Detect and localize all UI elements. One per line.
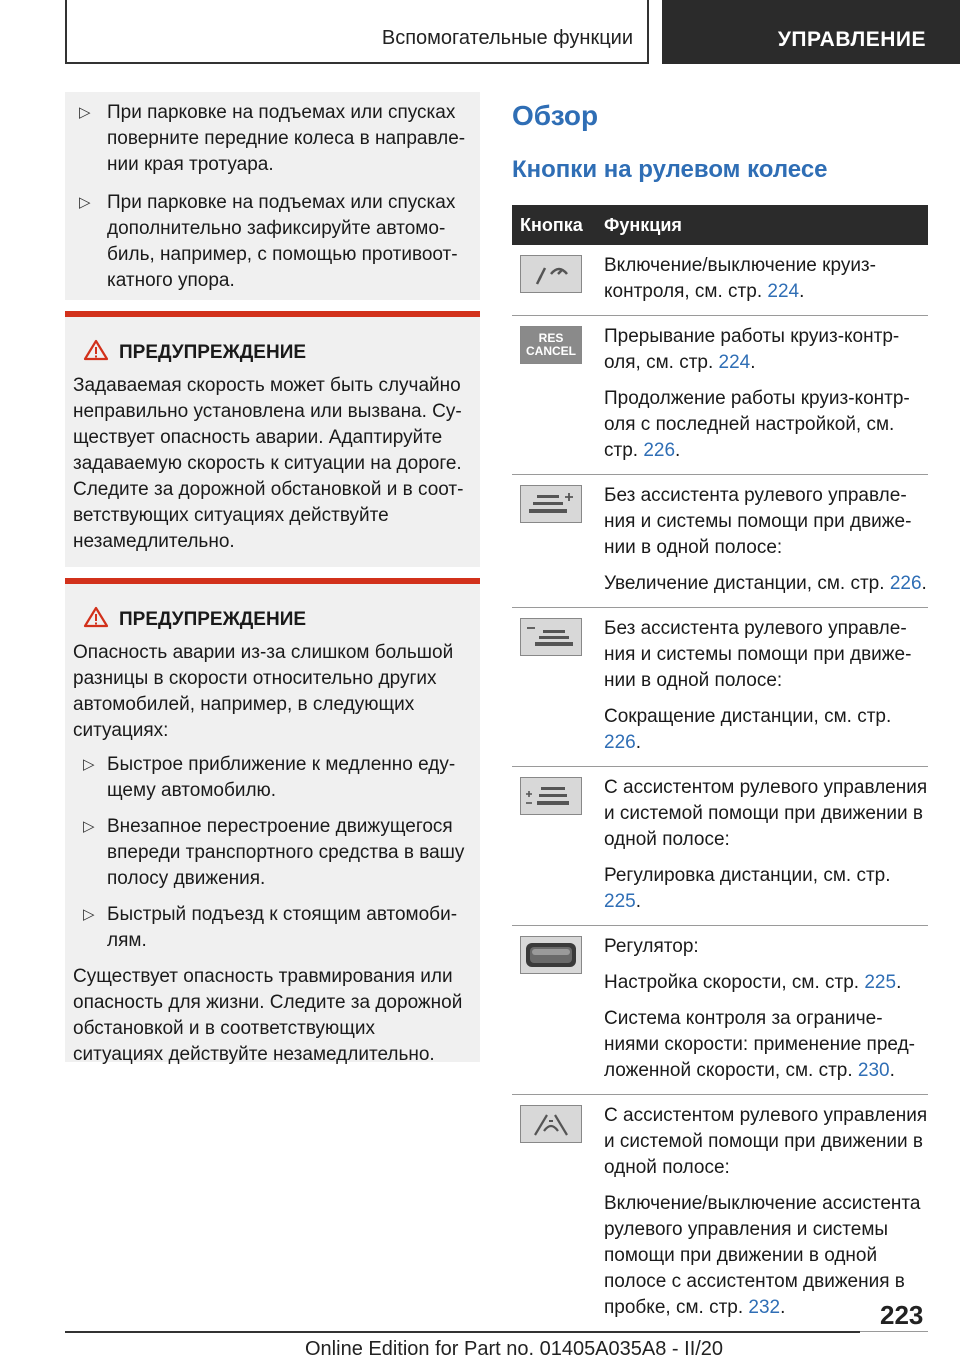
triangle-bullet-icon: ▷ <box>79 104 91 121</box>
function-description: Увеличение дистанции, см. стр. 226. <box>604 573 927 594</box>
distance-increase-icon <box>520 485 582 523</box>
table-row <box>512 316 928 475</box>
warning-title: ПРЕДУПРЕЖДЕНИЕ <box>73 339 468 367</box>
triangle-bullet-icon: ▷ <box>79 194 91 211</box>
footer-edition: Online Edition for Part no. 01405A035A8 - II/20 <box>305 1338 724 1360</box>
page-reference-link[interactable]: 232 <box>748 1297 781 1318</box>
res-cancel-icon <box>520 326 582 364</box>
function-description: Включение/выключение круиз-контроля, см. стр. 224. <box>604 255 876 302</box>
table-row <box>512 926 928 1095</box>
col-header-button: Кнопка <box>520 214 583 235</box>
col-header-function: Функция <box>604 214 682 235</box>
triangle-bullet-icon: ▷ <box>83 818 95 835</box>
footer-divider <box>65 1331 860 1333</box>
steering-buttons-table <box>512 205 928 1332</box>
page-reference-link[interactable]: 225 <box>864 972 897 993</box>
table-row <box>512 1095 928 1332</box>
heading-overview: Обзор <box>512 100 599 131</box>
warning-triangle-icon <box>73 339 119 367</box>
table-row <box>512 608 928 767</box>
function-description: Без ассистента рулевого управления и системы помощи при движении в одной полосе: <box>604 485 912 558</box>
function-description: Регулятор: <box>604 936 699 957</box>
table-row <box>512 475 928 608</box>
warning-title: ПРЕДУПРЕЖДЕНИЕ <box>73 606 468 634</box>
warning-bullet-list <box>73 752 468 954</box>
page-reference-link[interactable]: 226 <box>643 440 676 461</box>
function-description: Без ассистента рулевого управления и системы помощи при движении в одной полосе: <box>604 618 912 691</box>
parking-bullets-box <box>65 92 480 300</box>
table-header <box>512 205 928 245</box>
header-section-title <box>65 0 649 64</box>
list-item: ▷ При парковке на подъемах или спусках поверните передние колеса в направлении края тротуара. <box>77 100 468 178</box>
steering-assist-icon <box>520 1105 582 1143</box>
icon-label: RES <box>538 331 564 345</box>
list-item: ▷ Быстрый подъезд к стоящим автомобилям. <box>73 902 468 954</box>
function-description: Включение/выключение ассистента рулевого управления и системы помощи при движении в одной полосе с ассистентом движения в пробке, см. стр. 232. <box>604 1193 921 1318</box>
function-description: С ассистентом рулевого управления и системой помощи при движении в одной полосе: <box>604 777 928 850</box>
warning-triangle-icon <box>73 606 119 634</box>
header-chapter-title <box>662 0 960 64</box>
list-item: ▷ Быстрое приближение к медленно едущему автомобилю. <box>73 752 468 804</box>
function-description: Регулировка дистанции, см. стр. 225. <box>604 865 891 912</box>
function-description: Сокращение дистанции, см. стр. 226. <box>604 706 892 753</box>
warning-box-speed-difference <box>65 578 480 1065</box>
page-reference-link[interactable]: 224 <box>767 281 800 302</box>
rocker-switch-icon <box>520 936 582 974</box>
distance-adjust-icon <box>520 777 582 815</box>
cruise-control-toggle-icon <box>520 255 582 293</box>
page-reference-link[interactable]: 226 <box>889 573 922 594</box>
function-description: С ассистентом рулевого управления и системой помощи при движении в одной полосе: <box>604 1105 928 1178</box>
list-item: ▷ При парковке на подъемах или спусках дополнительно зафиксируйте автомобиль, например, с помощью противооткатного упора. <box>77 190 468 294</box>
triangle-bullet-icon: ▷ <box>83 906 95 923</box>
page-reference-link[interactable]: 224 <box>718 352 751 373</box>
warning-outro: Существует опасность травмирования или опасность для жизни. Следите за дорожной обстановкой и в соответствующих ситуациях действуйте незамедлительно. <box>73 966 463 1065</box>
subheading-steering-buttons: Кнопки на рулевом колесе <box>512 156 828 183</box>
page-reference-link[interactable]: 230 <box>857 1060 890 1081</box>
warning-intro: Опасность аварии из-за слишком большой разницы в скорости относительно других автомобилей, например, в следующих ситуациях: <box>73 642 454 741</box>
function-description: Прерывание работы круиз-контроля, см. стр. 224. <box>604 326 900 373</box>
page-reference-link[interactable]: 226 <box>604 732 636 753</box>
distance-decrease-icon <box>520 618 582 656</box>
icon-label: CANCEL <box>526 344 576 358</box>
function-description: Система контроля за ограничениями скорости: применение предложенной скорости, см. стр. 230. <box>604 1008 915 1081</box>
table-row <box>512 245 928 316</box>
warning-text: Задаваемая скорость может быть случайно неправильно установлена или вызвана. Существует опасность аварии. Адаптируйте задаваемую скорость к ситуации на дороге. Следите за дорожной обстановкой и в соответствующих ситуациях действуйте незамедлительно. <box>73 375 464 552</box>
function-description: Продолжение работы круиз-контроля с последней настройкой, см. стр. 226. <box>604 388 910 461</box>
list-item: ▷ Внезапное перестроение движущегося впереди транспортного средства в вашу полосу движения. <box>73 814 468 892</box>
page-reference-link[interactable]: 225 <box>604 891 636 912</box>
warning-box-speed-setting <box>65 311 480 567</box>
function-description: Настройка скорости, см. стр. 225. <box>604 972 902 993</box>
page-number: 223 <box>880 1300 924 1330</box>
triangle-bullet-icon: ▷ <box>83 756 95 773</box>
chapter-title-text: УПРАВЛЕНИЕ <box>777 28 926 51</box>
section-title-text: Вспомогательные функции <box>381 27 633 49</box>
table-row <box>512 767 928 926</box>
